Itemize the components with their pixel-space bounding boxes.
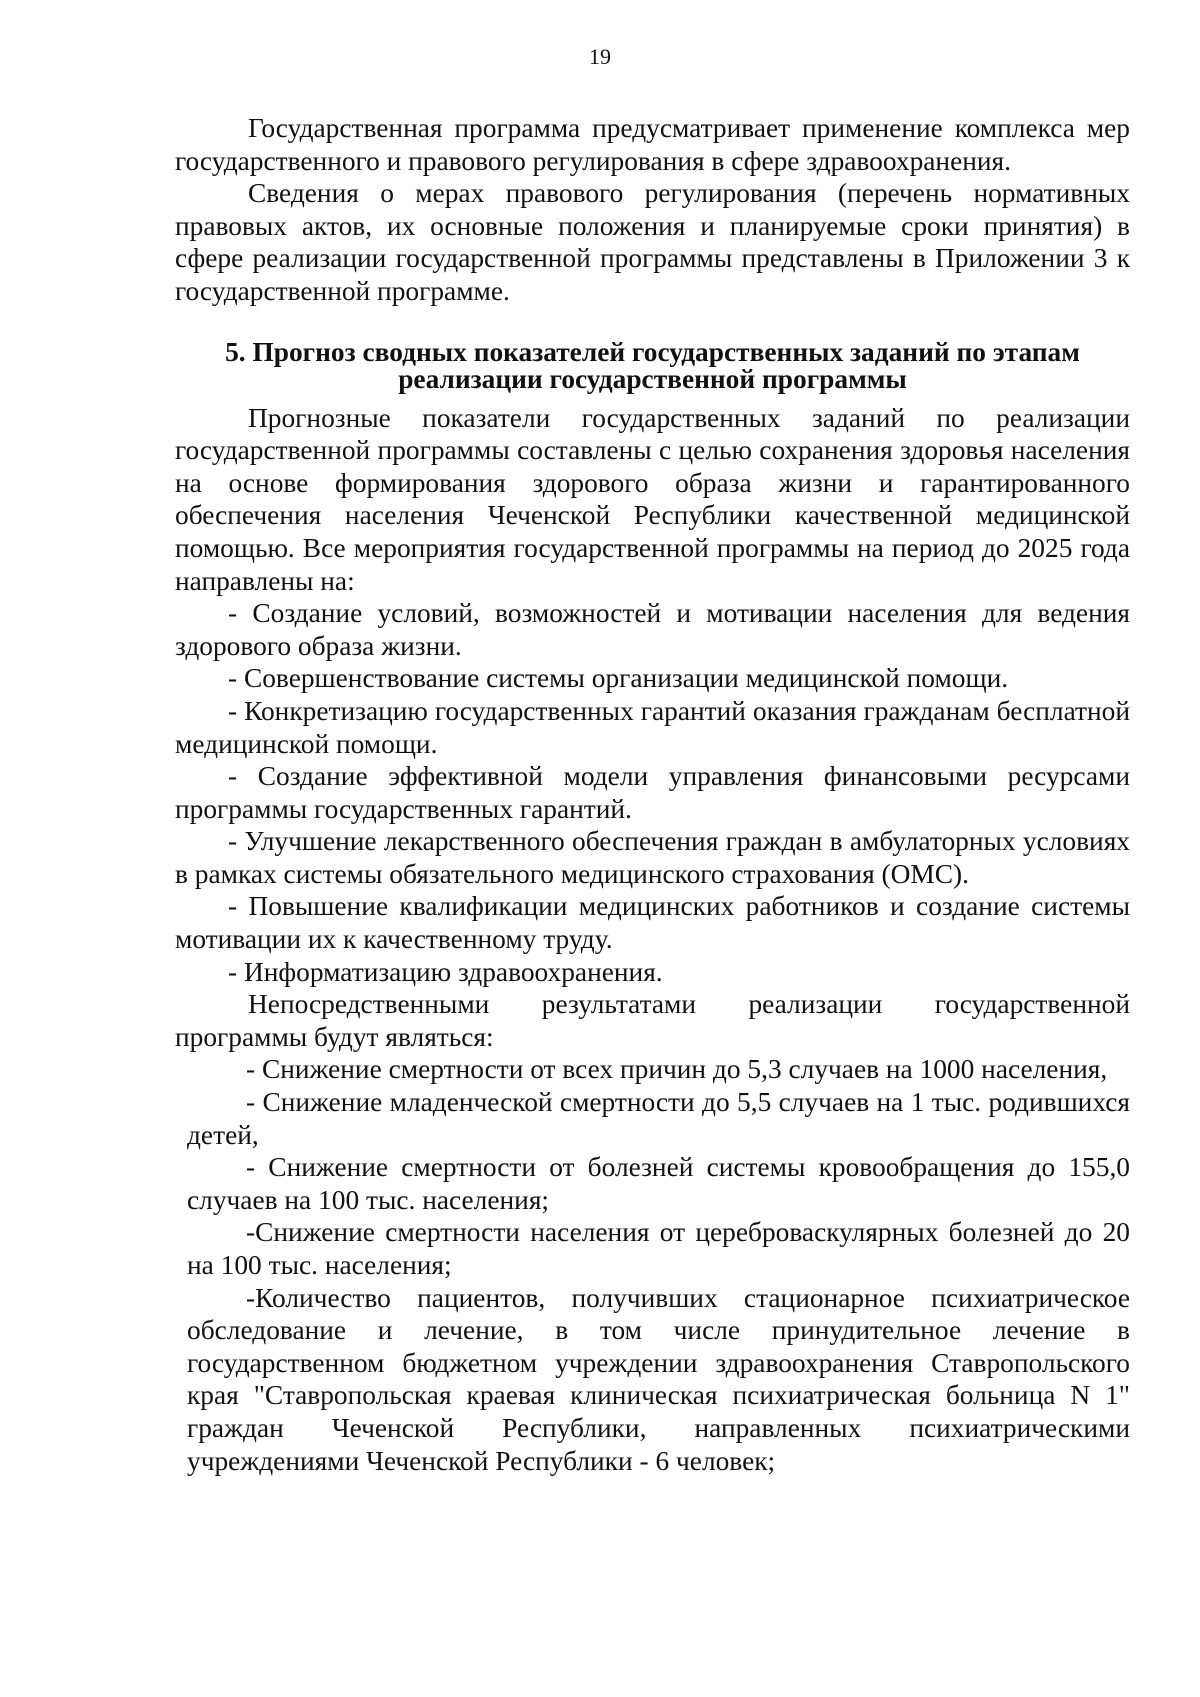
direction-item: - Совершенствование системы организации медицинской помощи. (228, 663, 1009, 694)
direction-item: - Создание эффективной модели управления финансовыми ресурсами программы государственных гарантий. (175, 761, 1130, 824)
results-list (187, 1053, 1130, 1477)
section-heading-line-2: реализации государственной программы (398, 363, 907, 394)
direction-item: - Конкретизацию государственных гарантий оказания гражданам бесплатной медицинской помощи. (175, 695, 1130, 759)
section-heading (175, 336, 1130, 394)
directions-list (175, 597, 1130, 988)
direction-item: - Информатизацию здравоохранения. (228, 956, 663, 987)
result-item: -Снижение смертности населения от цереброваскулярных болезней до 20 на 100 тыс. населения; (187, 1217, 1130, 1280)
direction-item: - Создание условий, возможностей и мотивации населения для ведения здорового образа жизни. (175, 598, 1130, 661)
section-heading-line-1: 5. Прогноз сводных показателей государственных заданий по этапам (225, 336, 1080, 367)
page-number: 19 (589, 44, 611, 69)
intro-paragraph-1: Государственная программа предусматривает применение комплекса мер государственного и правового регулирования в сфере здравоохранения. (175, 113, 1130, 176)
direction-item: - Повышение квалификации медицинских работников и создание системы мотивации их к качественному труду. (175, 891, 1130, 955)
result-item: -Количество пациентов, получивших стационарное психиатрическое обследование и лечение, в том числе принудительное лечение в государственном бюджетном учреждении здравоохранения Ставропольского края "Ставропольская краевая клиническая психиатрическая больница N 1" граждан Чеченской Республики, направленных психиатрическими учреждениями Чеченской Республики - 6 человек; (187, 1282, 1130, 1476)
intro-paragraph-2: Сведения о мерах правового регулирования (перечень нормативных правовых актов, их основные положения и планируемые сроки принятия) в сфере реализации государственной программы представлены в Приложении 3 к государственной программе. (175, 178, 1130, 306)
result-item: - Снижение младенческой смертности до 5,5 случаев на 1 тыс. родившихся детей, (187, 1087, 1130, 1150)
section-lead-paragraph: Прогнозные показатели государственных заданий по реализации государственной программы составлены с целью сохранения здоровья населения на основе формирования здорового образа жизни и гарантированного обеспечения населения Чеченской Республики качественной медицинской помощью. Все мероприятия государственной программы на период до 2025 года направлены на: (175, 402, 1130, 596)
document-body (175, 112, 1130, 1477)
results-intro-paragraph: Непосредственными результатами реализации государственной программы будут являться: (175, 989, 1130, 1052)
result-item: - Снижение смертности от болезней системы кровообращения до 155,0 случаев на 100 тыс. населения; (187, 1152, 1130, 1215)
result-item: - Снижение смертности от всех причин до 5,3 случаев на 1000 населения, (246, 1054, 1108, 1085)
direction-item: - Улучшение лекарственного обеспечения граждан в амбулаторных условиях в рамках системы обязательного медицинского страхования (ОМС). (175, 826, 1130, 889)
